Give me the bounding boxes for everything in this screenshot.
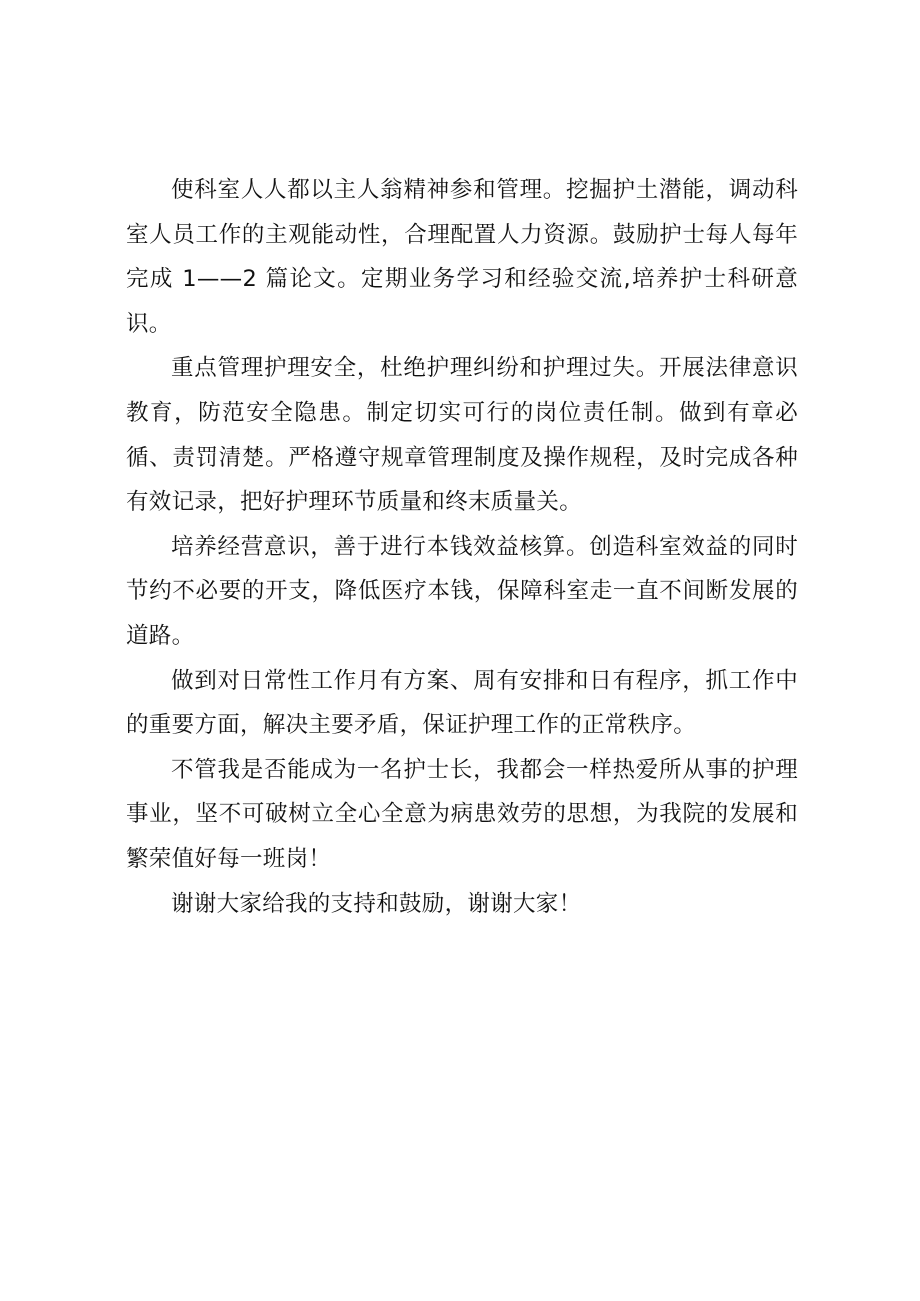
paragraph-team-management: 使科室人人都以主人翁精神参和管理。挖掘护土潜能，调动科室人员工作的主观能动性，合理配置人力资源。鼓励护士每人每年完成 1——2 篇论文。定期业务学习和经验交流,培养护士科研意识。 — [126, 177, 798, 337]
paragraph-thanks: 谢谢大家给我的支持和鼓励，谢谢大家！ — [171, 890, 582, 917]
paragraph-commitment: 不管我是否能成为一名护士长，我都会一样热爱所从事的护理事业，坚不可破树立全心全意为病患效劳的思想，为我院的发展和繁荣值好每一班岗！ — [126, 756, 798, 872]
paragraph-work-planning: 做到对日常性工作月有方案、周有安排和日有程序，抓工作中的重要方面，解决主要矛盾，保证护理工作的正常秩序。 — [126, 667, 798, 739]
paragraph-nursing-safety: 重点管理护理安全，杜绝护理纠纷和护理过失。开展法律意识教育，防范安全隐患。制定切实可行的岗位责任制。做到有章必循、责罚清楚。严格遵守规章管理制度及操作规程，及时完成各种有效记录，把好护理环节质量和终末质量关。 — [126, 355, 798, 516]
document-body — [126, 168, 798, 926]
paragraph-cost-awareness: 培养经营意识，善于进行本钱效益核算。创造科室效益的同时节约不必要的开支，降低医疗本钱，保障科室走一直不间断发展的道路。 — [126, 533, 798, 649]
